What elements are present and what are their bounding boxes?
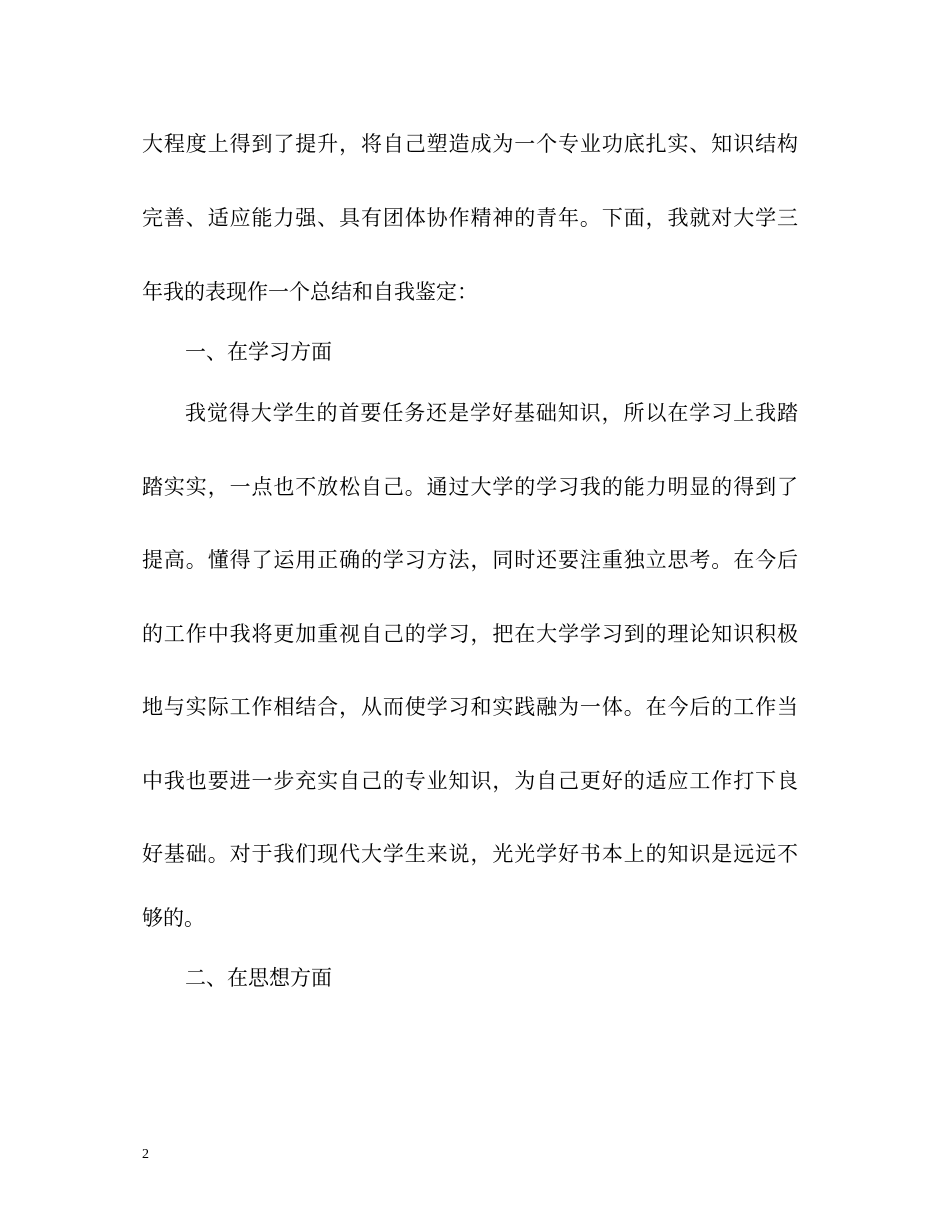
body-text-line: 好基础。对于我们现代大学生来说，光光学好书本上的知识是远远不 [142,842,798,866]
body-text-line: 大程度上得到了提升，将自己塑造成为一个专业功底扎实、知识结构 [142,132,798,156]
body-text-line: 完善、适应能力强、具有团体协作精神的青年。下面，我就对大学三 [142,206,798,230]
body-text-line: 地与实际工作相结合，从而使学习和实践融为一体。在今后的工作当 [142,695,798,719]
section-heading-thought: 二、在思想方面 [185,966,332,990]
body-text-line: 中我也要进一步充实自己的专业知识，为自己更好的适应工作打下良 [142,769,798,793]
body-text-line: 的工作中我将更加重视自己的学习，把在大学学习到的理论知识积极 [142,622,798,646]
body-text-line: 提高。懂得了运用正确的学习方法，同时还要注重独立思考。在今后 [142,548,798,572]
body-text-line: 年我的表现作一个总结和自我鉴定： [142,280,478,304]
body-text-line: 我觉得大学生的首要任务还是学好基础知识，所以在学习上我踏 [185,401,798,425]
page-number: 2 [142,1147,149,1162]
section-heading-study: 一、在学习方面 [185,340,332,364]
body-text-line: 够的。 [142,906,205,930]
body-text-line: 踏实实，一点也不放松自己。通过大学的学习我的能力明显的得到了 [142,475,798,499]
